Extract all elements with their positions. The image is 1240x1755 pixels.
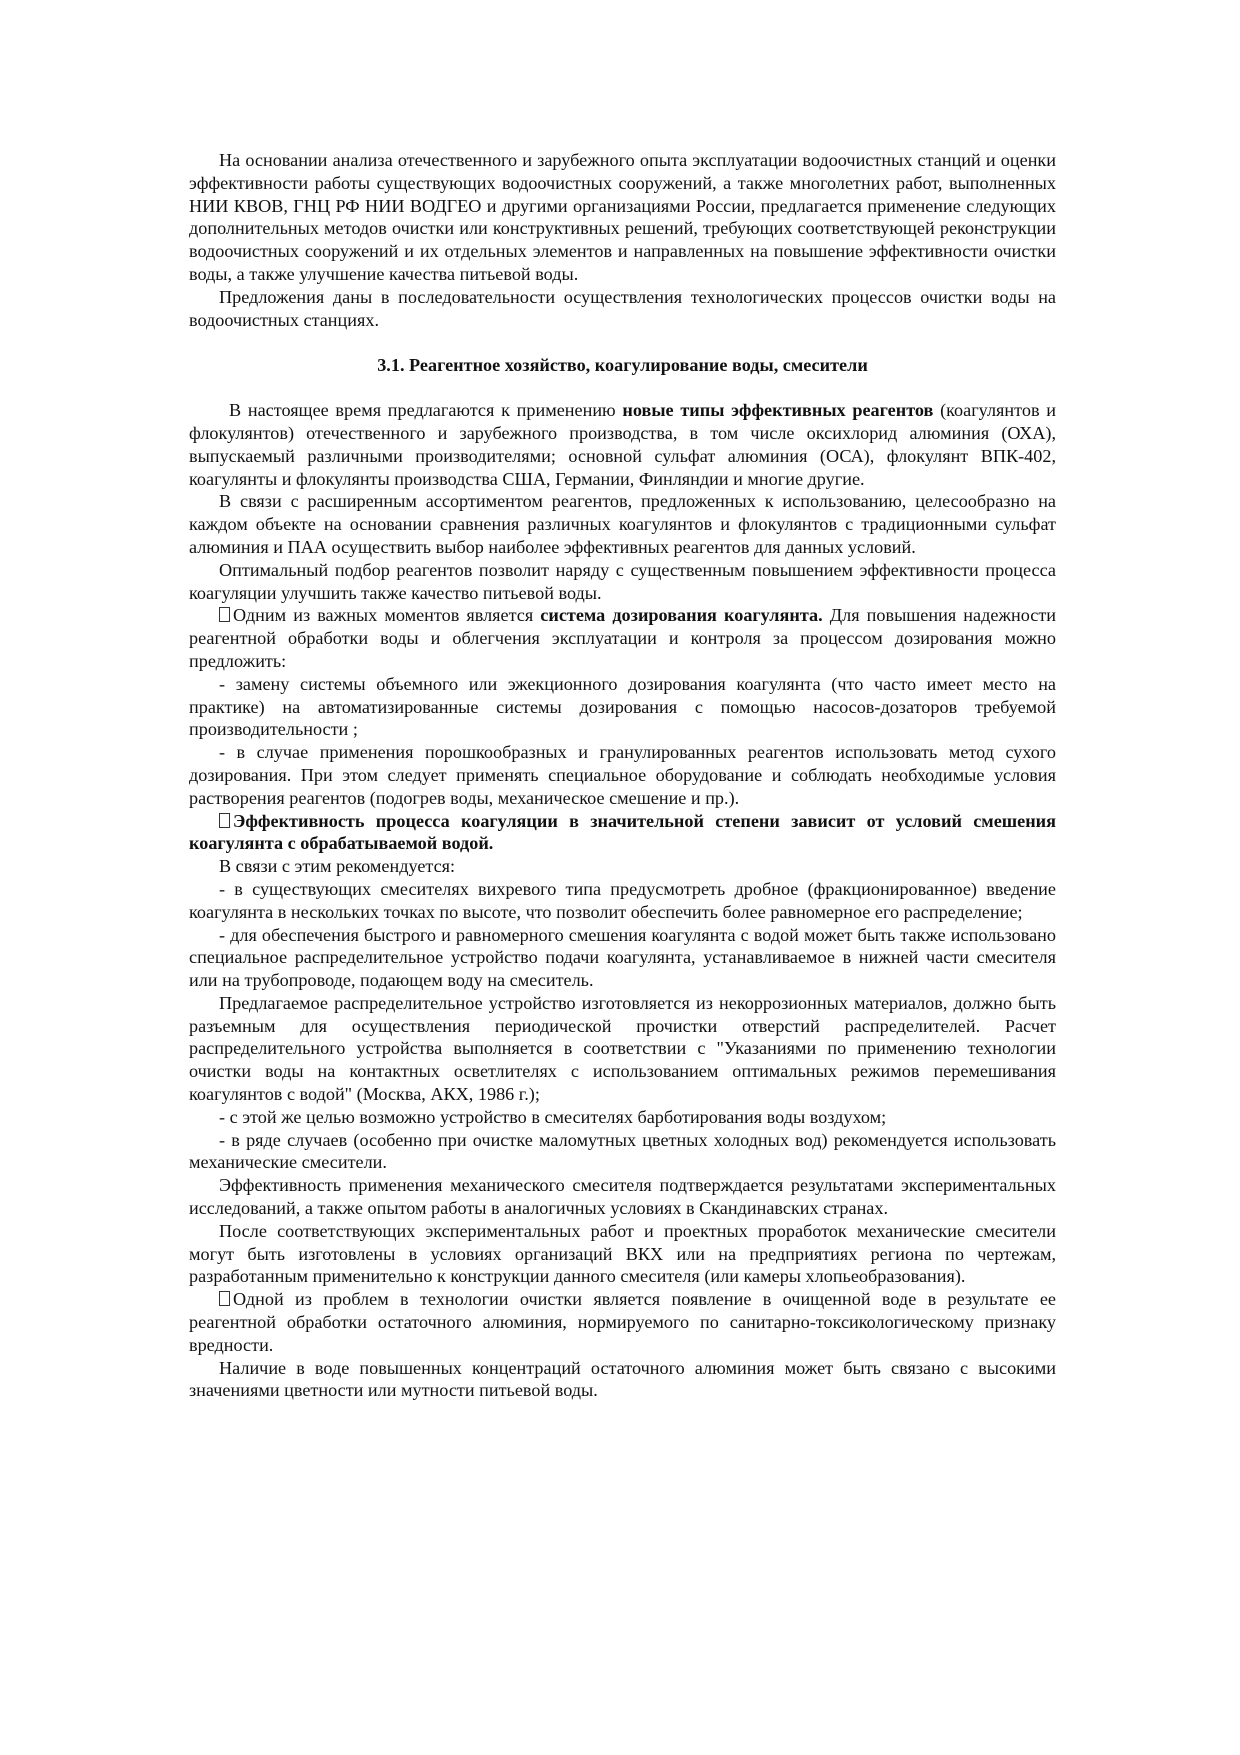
paragraph-text: (коагулянтов и флокулянтов) отечественного и зарубежного производства, в том числе оксихлорид алюминия (ОХА), выпускаемый различными производителями; основной сульфат алюминия (ОСА), флокулянт ВПК-402, коагулянты и флокулянты производства США, Германии, Финляндии и многие другие. (189, 400, 1057, 489)
paragraph-text: Для повышения надежности реагентной обработки воды и облегчения эксплуатации и контроля за процессом дозирования можно предложить: (189, 605, 1057, 671)
emphasis-text: Эффективность процесса коагуляции в значительной степени зависит от условий смешения коагулянта с обрабатываемой водой. (189, 810, 1056, 854)
paragraph-mechanical-efficiency: Эффективность применения механического смесителя подтверждается результатами экспериментальных исследований, а также опытом работы в аналогичных условиях в Скандинавских странах. (189, 1175, 1056, 1219)
list-item-bubbling: - с этой же целью возможно устройство в смесителях барботирования воды воздухом; (219, 1106, 887, 1127)
paragraph-text: Одной из проблем в технологии очистки является появление в очищенной воде в результате ее реагентной обработки остаточного алюминия, нормируемого по санитарно-токсикологическому признаку вредности. (189, 1289, 1056, 1355)
paragraph-dosing-system (189, 604, 1056, 672)
paragraph-optimal-selection: Оптимальный подбор реагентов позволит наряду с существенным повышением эффективности процесса коагуляции улучшить также качество питьевой воды. (189, 559, 1056, 603)
paragraph-recommended: В связи с этим рекомендуется: (219, 856, 456, 877)
paragraph-aluminium-concentration: Наличие в воде повышенных концентраций остаточного алюминия может быть связано с высокими значениями цветности или мутности питьевой воды. (189, 1357, 1056, 1401)
bullet-box-icon (219, 813, 230, 828)
paragraph-text: В настоящее время предлагаются к применению (229, 400, 623, 421)
document-page (189, 149, 1056, 1402)
paragraph-new-reagents (189, 399, 1056, 490)
list-item-vortex-mixers: - в существующих смесителях вихревого типа предусмотреть дробное (фракционированное) введение коагулянта в нескольких точках по высоте, что позволит обеспечить более равномерное его распределение; (189, 878, 1056, 922)
paragraph-device-materials: Предлагаемое распределительное устройство изготовляется из некоррозионных материалов, должно быть разъемным для осуществления периодической прочистки отверстий распределителей. Расчет распределительного устройства выполняется в соответствии с "Указаниями по применению технологии очистки воды на контактных осветлителях с использованием оптимальных режимов перемешивания коагулянтов с водой" (Москва, АКХ, 1986 г.); (189, 992, 1056, 1105)
paragraph-manufacturing: После соответствующих экспериментальных работ и проектных проработок механические смесители могут быть изготовлены в условиях организаций ВКХ или на предприятиях региона по чертежам, разработанным применительно к конструкции данного смесителя (или камеры хлопьеобразования). (189, 1220, 1056, 1287)
paragraph-mixing-efficiency (189, 810, 1056, 856)
emphasis-text: новые типы эффективных реагентов (622, 400, 934, 421)
list-item-dry-dosing: - в случае применения порошкообразных и гранулированных реагентов использовать метод сухого дозирования. При этом следует применять специальное оборудование и соблюдать необходимые условия растворения реагентов (подогрев воды, механическое смешение и пр.). (189, 742, 1056, 808)
paragraph-residual-aluminium (189, 1288, 1056, 1356)
paragraph-assortment: В связи с расширенным ассортиментом реагентов, предложенных к использованию, целесообразно на каждом объекте на основании сравнения различных коагулянтов и флокулянтов с традиционными сульфат алюминия и ПАА осуществить выбор наиболее эффективных реагентов для данных условий. (189, 491, 1056, 557)
bullet-box-icon (219, 607, 230, 622)
intro-paragraph-2: Предложения даны в последовательности осуществления технологических процессов очистки воды на водоочистных станциях. (189, 286, 1056, 330)
intro-paragraph-1: На основании анализа отечественного и зарубежного опыта эксплуатации водоочистных станций и оценки эффективности работы существующих водоочистных сооружений, а также многолетних работ, выполненных НИИ КВОВ, ГНЦ РФ НИИ ВОДГЕО и другими организациями России, предлагается применение следующих дополнительных методов очистки или конструктивных решений, требующих соответствующей реконструкции водоочистных сооружений и их отдельных элементов и направленных на повышение эффективности очистки воды, а также улучшение качества питьевой воды. (189, 150, 1056, 284)
emphasis-text: система дозирования коагулянта. (540, 605, 823, 626)
list-item-dosing-replacement: - замену системы объемного или эжекционного дозирования коагулянта (что часто имеет место на практике) на автоматизированные системы дозирования с помощью насосов-дозаторов требуемой производительности ; (189, 673, 1056, 740)
section-heading: 3.1. Реагентное хозяйство, коагулирование воды, смесители (377, 355, 868, 376)
list-item-mechanical-mixers: - в ряде случаев (особенно при очистке маломутных цветных холодных вод) рекомендуется использовать механические смесители. (189, 1129, 1056, 1173)
bullet-box-icon (219, 1291, 230, 1306)
list-item-distribution-device: - для обеспечения быстрого и равномерного смешения коагулянта с водой может быть также использовано специальное распределительное устройство подачи коагулянта, устанавливаемое в нижней части смесителя или на трубопроводе, подающем воду на смеситель. (189, 924, 1056, 991)
paragraph-text: Одним из важных моментов является (233, 605, 541, 626)
